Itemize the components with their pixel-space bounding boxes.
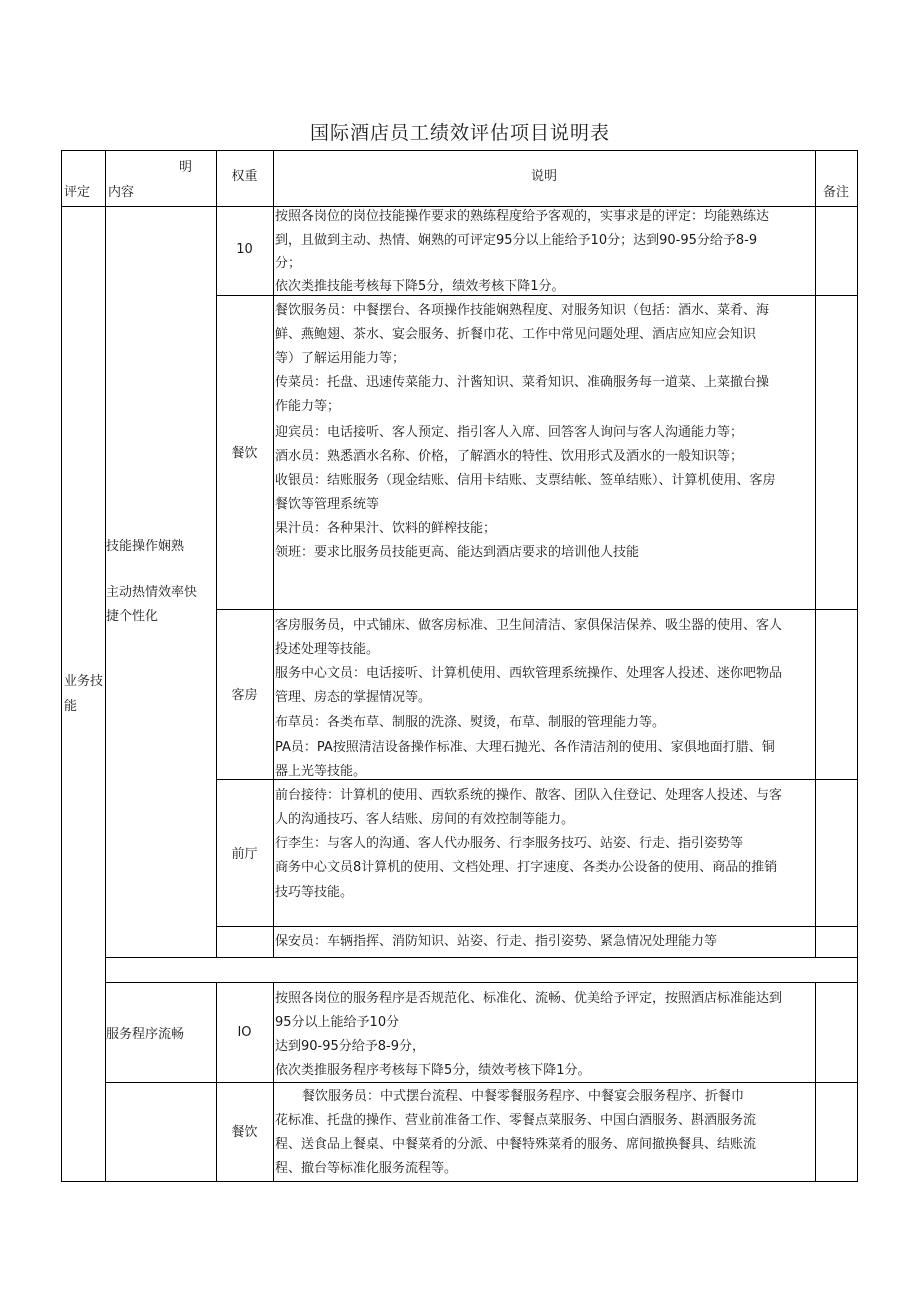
- desc-line: 鲜、燕鲍翅、茶水、宴会服务、折餐巾花、工作中常见问题处理、酒店应知应会知识: [275, 327, 757, 342]
- header-diag-top: 明: [179, 160, 193, 175]
- desc-line: 传菜员：托盘、迅速传菜能力、汁酱知识、菜肴知识、准确服务每一道菜、上菜撤台操: [275, 375, 770, 390]
- dept-housekeeping: 客房: [231, 688, 258, 703]
- desc-line: 依次类推服务程序考核每下降5分，绩效考核下降1分。: [275, 1063, 591, 1078]
- category-label: 业务技能: [64, 674, 104, 714]
- dept-frontdesk: 前厅: [231, 847, 258, 862]
- weight-process: IO: [237, 1025, 252, 1040]
- header-remark: 备注: [822, 185, 849, 200]
- desc-line: 95分以上能给予10分: [275, 1015, 400, 1030]
- dept-dining-2: 餐饮: [231, 1125, 258, 1140]
- desc-security: 保安员：车辆指挥、消防知识、站姿、行走、指引姿势、紧急情况处理能力等: [275, 934, 718, 949]
- group-process: 服务程序流畅: [106, 1027, 185, 1042]
- group-skill-line3: 捷个性化: [106, 609, 159, 624]
- desc-line: 餐饮服务员：中式摆台流程、中餐零餐服务程序、中餐宴会服务程序、折餐巾: [302, 1089, 745, 1104]
- desc-line: 管理、房态的掌握情况等。: [275, 690, 432, 705]
- desc-line: 到，且做到主动、热情、娴熟的可评定95分以上能给予10分；达到90-95分给予8-9: [275, 233, 758, 248]
- desc-line: 依次类推技能考核每下降5分，绩效考核下降1分。: [275, 279, 565, 294]
- desc-line: 迎宾员：电话接听、客人预定、指引客人入席、回答客人询问与客人沟通能力等；: [275, 425, 744, 440]
- desc-line: 作能力等；: [275, 399, 341, 414]
- desc-line: PA员：PA按照清洁设备操作标准、大理石抛光、各作清洁剂的使用、家俱地面打腊、铜: [275, 740, 775, 755]
- desc-line: 按照各岗位的服务程序是否规范化、标准化、流畅、优美给予评定，按照酒店标准能达到: [275, 991, 783, 1006]
- desc-line: 酒水员：熟悉酒水名称、价格，了解酒水的特性、饮用形式及酒水的一般知识等；: [275, 449, 744, 464]
- header-diag-left: 评定: [64, 185, 91, 200]
- desc-line: 果汁员：各种果汁、饮料的鲜榨技能；: [275, 521, 497, 536]
- desc-line: 达到90-95分给予8-9分，: [275, 1039, 426, 1054]
- desc-line: 布草员：各类布草、制服的洗涤、熨烫，布草、制服的管理能力等。: [275, 715, 666, 730]
- desc-line: 收银员：结账服务（现金结账、信用卡结账、支票结帐、签单结账）、计算机使用、客房: [275, 473, 776, 488]
- header-diag-mid: 内容: [108, 185, 135, 200]
- page-title: 国际酒店员工绩效评估项目说明表: [309, 122, 610, 144]
- desc-line: 前台接待：计算机的使用、西软系统的操作、散客、团队入住登记、处理客人投述、与客: [275, 788, 783, 803]
- desc-line: 程、撤台等标准化服务流程等。: [275, 1161, 458, 1176]
- desc-line: 商务中心文员8计算机的使用、文档处理、打字速度、各类办公设备的使用、商品的推销: [275, 860, 778, 875]
- desc-line: 等）了解运用能力等；: [275, 351, 406, 366]
- group-skill-line2: 主动热情效率快: [106, 585, 198, 600]
- desc-line: 餐饮等管理系统等: [275, 497, 380, 512]
- desc-line: 投述处理等技能。: [275, 642, 380, 657]
- desc-line: 花标准、托盘的操作、营业前准备工作、零餐点菜服务、中国白酒服务、斟酒服务流: [275, 1113, 757, 1128]
- desc-line: 人的沟通技巧、客人结账、房间的有效控制等能力。: [275, 812, 575, 827]
- dept-dining: 餐饮: [231, 446, 258, 461]
- desc-line: 餐饮服务员：中餐摆台、各项操作技能娴熟程度、对服务知识（包括：酒水、菜肴、海: [275, 303, 770, 318]
- desc-line: 按照各岗位的岗位技能操作要求的熟练程度给予客观的，实事求是的评定：均能熟练达: [275, 209, 770, 224]
- weight-skill: 10: [236, 242, 253, 257]
- header-weight: 权重: [231, 169, 258, 184]
- desc-line: 器上光等技能。: [275, 764, 367, 779]
- desc-line: 领班：要求比服务员技能更高、能达到酒店要求的培训他人技能: [275, 545, 640, 560]
- desc-line: 分；: [275, 256, 302, 271]
- group-skill-line1: 技能操作娴熟: [106, 539, 185, 554]
- desc-line: 程、送食品上餐桌、中餐菜肴的分派、中餐特殊菜肴的服务、席间撤换餐具、结账流: [275, 1137, 757, 1152]
- desc-line: 服务中心文员：电话接听、计算机使用、西软管理系统操作、处理客人投述、迷你吧物品: [275, 666, 783, 681]
- desc-line: 行李生：与客人的沟通、客人代办服务、行李服务技巧、站姿、行走、指引姿势等: [275, 836, 744, 851]
- desc-line: 技巧等技能。: [275, 885, 354, 900]
- header-desc: 说明: [530, 169, 557, 184]
- desc-line: 客房服务员，中式铺床、做客房标准、卫生间清洁、家俱保洁保养、吸尘器的使用、客人: [275, 618, 783, 633]
